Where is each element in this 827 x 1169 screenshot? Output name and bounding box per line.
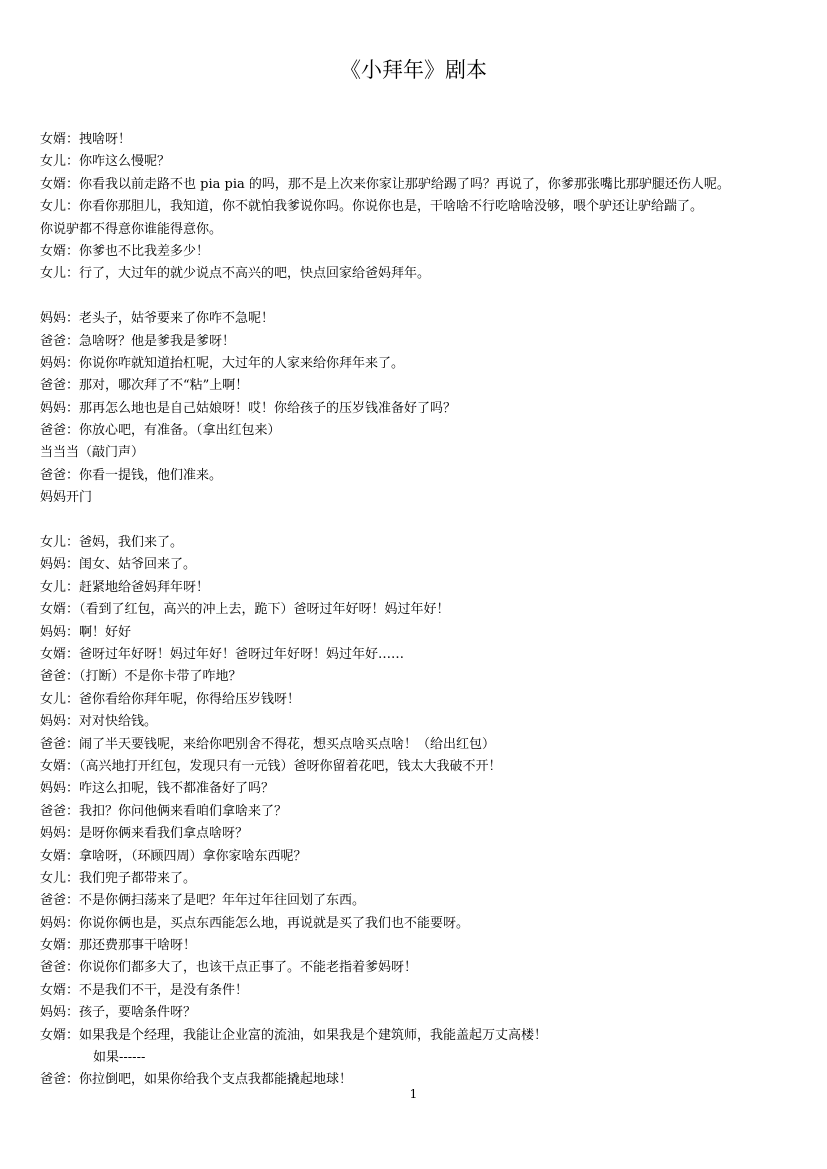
script-line: 妈妈开门 — [40, 490, 93, 506]
document-title: 《小拜年》剧本 — [340, 58, 487, 82]
script-line: 女婿：你看我以前走路不也 pia pia 的吗，那不是上次来你家让那驴给踢了吗？再说了，你爹那张嘴比那驴腿还伤人呢。 — [40, 176, 730, 192]
script-line: 妈妈：那再怎么地也是自己姑娘呀！哎！你给孩子的压岁钱准备好了吗？ — [40, 400, 457, 416]
blank-line — [40, 286, 815, 308]
script-line: 女儿：爸妈，我们来了。 — [40, 535, 184, 551]
script-line: 爸爸：你说你们都多大了，也该干点正事了。不能老指着爹妈呀！ — [40, 960, 418, 976]
script-body — [40, 129, 815, 1092]
script-line: 爸爸：你放心吧，有准备。（拿出红包来） — [40, 423, 281, 439]
script-line: 爸爸：我扣？你问他俩来看咱们拿啥来了？ — [40, 803, 288, 819]
script-line: 妈妈：闺女、姑爷回来了。 — [40, 557, 197, 573]
script-line: 爸爸：闹了半天要钱呢，来给你吧别舍不得花，想买点啥买点啥！（给出红包） — [40, 736, 496, 752]
script-line: 妈妈：你说你咋就知道抬杠呢，大过年的人家来给你拜年来了。 — [40, 355, 405, 371]
script-line: 妈妈：是呀你俩来看我们拿点啥呀？ — [40, 826, 249, 842]
script-line: 妈妈：对对快给钱。 — [40, 714, 158, 730]
script-line: 爸爸：你看一提钱，他们准来。 — [40, 467, 223, 483]
script-line: 你说驴都不得意你谁能得意你。 — [40, 221, 223, 237]
script-line: 妈妈：老头子，姑爷要来了你咋不急呢！ — [40, 311, 275, 327]
script-line: 当当当（敲门声） — [40, 445, 145, 461]
script-line: 女婿：（看到了红包，高兴的冲上去，跪下）爸呀过年好呀！妈过年好！ — [40, 602, 450, 618]
blank-line — [40, 510, 815, 532]
script-line: 妈妈：你说你俩也是，买点东西能怎么地，再说就是买了我们也不能要呀。 — [40, 915, 470, 931]
script-line: 爸爸：你拉倒吧，如果你给我个支点我都能撬起地球！ — [40, 1072, 353, 1088]
script-line: 爸爸：（打断）不是你卡带了咋地？ — [40, 669, 242, 685]
script-line: 如果------ — [93, 1050, 146, 1066]
script-line: 女儿：我们兜子都带来了。 — [40, 870, 197, 886]
script-line: 女婿：（高兴地打开红包，发现只有一元钱）爸呀你留着花吧，钱太大我破不开！ — [40, 758, 502, 774]
script-line: 女儿：爸你看给你拜年呢，你得给压岁钱呀！ — [40, 691, 301, 707]
script-line: 女婿：如果我是个经理，我能让企业富的流油，如果我是个建筑师，我能盖起万丈高楼！ — [40, 1027, 548, 1043]
script-line: 妈妈：啊！好好 — [40, 624, 132, 640]
script-line: 女婿：爸呀过年好呀！妈过年好！爸呀过年好呀！妈过年好…… — [40, 646, 405, 662]
script-line: 爸爸：急啥呀？他是爹我是爹呀！ — [40, 333, 236, 349]
script-line: 女儿：你咋这么慢呢？ — [40, 154, 171, 170]
script-line: 女儿：你看你那胆儿，我知道，你不就怕我爹说你吗。你说你也是，干啥啥不行吃啥啥没够，喂个驴还让驴给踹了。 — [40, 199, 704, 215]
script-line: 女婿：拿啥呀，（环顾四周）拿你家啥东西呢？ — [40, 848, 307, 864]
script-line: 女婿：拽啥呀！ — [40, 132, 132, 147]
page-number: 1 — [409, 1087, 418, 1101]
script-line: 爸爸：不是你俩扫荡来了是吧？年年过年往回划了东西。 — [40, 893, 366, 909]
script-line: 女婿：不是我们不干，是没有条件！ — [40, 982, 249, 998]
script-line: 爸爸：那对，哪次拜了不“粘”上啊！ — [40, 378, 249, 394]
script-line: 女儿：行了，大过年的就少说点不高兴的吧，快点回家给爸妈拜年。 — [40, 266, 431, 282]
script-line: 女婿：你爹也不比我差多少！ — [40, 243, 210, 259]
script-line: 妈妈：孩子，要啥条件呀？ — [40, 1005, 197, 1021]
script-line: 女儿：赶紧地给爸妈拜年呀！ — [40, 579, 210, 595]
script-line: 女婿：那还费那事干啥呀！ — [40, 938, 197, 954]
script-line: 妈妈：咋这么扣呢，钱不都准备好了吗？ — [40, 781, 275, 797]
